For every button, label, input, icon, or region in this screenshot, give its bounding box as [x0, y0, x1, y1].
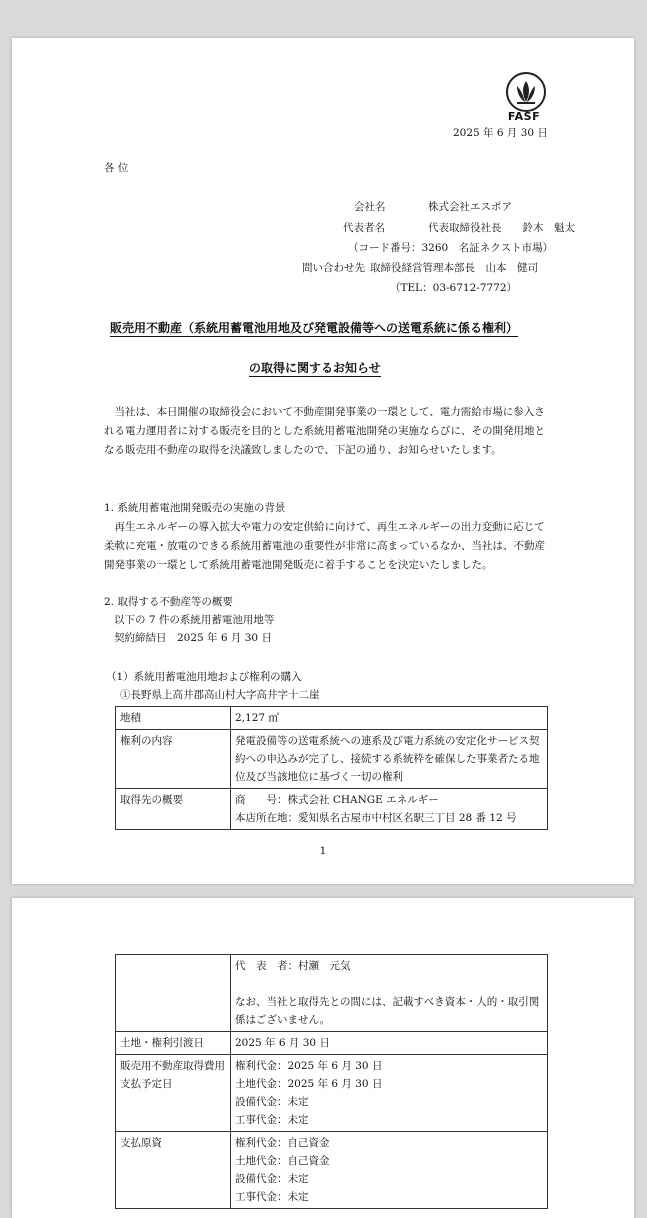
- contact-value: 取締役経営管理本部長 山本 健司: [370, 262, 538, 274]
- table-value-cell: 発電設備等の送電系統への連系及び電力系統の安定化サービス契約への申込みが完了し、接続する系統枠を確保した事業者たる地位及び当該地位に基づく一切の権利: [231, 730, 548, 789]
- table-value-line: 代 表 者：村瀬 元気: [235, 960, 351, 972]
- document-page-2: [12, 898, 634, 1218]
- table-value-cell: [231, 1132, 548, 1209]
- fasf-logo-text: FASF: [507, 110, 541, 123]
- table-row: [116, 1132, 548, 1209]
- table-label-cell: 取得先の概要: [116, 789, 231, 830]
- table-row: [116, 730, 548, 789]
- table-spacer-line: [235, 975, 543, 993]
- section-2-line-1: 以下の 7 件の系統用蓄電池用地等: [114, 614, 275, 626]
- table-label-cell: 地積: [116, 707, 231, 730]
- table-value-cell: [231, 789, 548, 830]
- page-number: 1: [319, 845, 327, 857]
- section-2-heading: 2. 取得する不動産等の概要: [104, 596, 233, 608]
- table-value-line: なお、当社と取得先との間には、記載すべき資本・人的・取引関係はございません。: [235, 996, 540, 1026]
- table-value-line: 権利代金：2025 年 6 月 30 日: [235, 1060, 383, 1072]
- property-table-page-1: [115, 706, 548, 830]
- table-value-line: 工事代金：未定: [235, 1114, 309, 1126]
- table-row: [116, 789, 548, 830]
- table-value-cell: 2,127 ㎡: [231, 707, 548, 730]
- table-row: [116, 1055, 548, 1132]
- representative-value: 代表取締役社長 鈴木 魁太: [428, 222, 575, 234]
- stock-code-line: （コード番号：3260 名証ネクスト市場）: [348, 242, 554, 254]
- table-value-cell: [231, 955, 548, 1032]
- table-value-line: 土地代金：自己資金: [235, 1155, 330, 1167]
- table-label-cell: 販売用不動産取得費用支払予定日: [116, 1055, 231, 1132]
- table-row: [116, 707, 548, 730]
- tel-line: （TEL：03-6712-7772）: [390, 282, 518, 294]
- table-label-cell: 土地・権利引渡日: [116, 1032, 231, 1055]
- section-2-line-2: 契約締結日 2025 年 6 月 30 日: [114, 632, 272, 644]
- table-value-line: 工事代金：未定: [235, 1191, 309, 1203]
- document-page-1: [12, 38, 634, 884]
- section-1-body: 再生エネルギーの導入拡大や電力の安定供給に向けて、再生エネルギーの出力変動に応じて柔軟に充電・放電のできる系統用蓄電池の重要性が非常に高まっているなか、当社は、不動産開発事業の一環として系統用蓄電池開発販売に着手することを決定いたしました。: [104, 521, 545, 571]
- table-label-cell: [116, 955, 231, 1032]
- representative-label: 代表者名: [343, 222, 385, 234]
- subsection-1-heading: （1）系統用蓄電池用地および権利の購入: [106, 671, 302, 683]
- company-label: 会社名: [354, 201, 386, 213]
- addressee: 各 位: [104, 162, 129, 174]
- table-value-line: 権利代金：自己資金: [235, 1137, 330, 1149]
- document-date: 2025 年 6 月 30 日: [453, 127, 548, 139]
- table-value-cell: [231, 1055, 548, 1132]
- property-table-page-2: [115, 954, 548, 1209]
- contact-label: 問い合わせ先: [302, 262, 365, 274]
- fasf-logo: [500, 72, 548, 124]
- table-row: [116, 955, 548, 1032]
- table-value-line: 土地代金：2025 年 6 月 30 日: [235, 1078, 383, 1090]
- table-label-cell: 権利の内容: [116, 730, 231, 789]
- table-value-cell: 2025 年 6 月 30 日: [231, 1032, 548, 1055]
- fasf-seal-icon: [506, 72, 546, 112]
- intro-paragraph: 当社は、本日開催の取締役会において不動産開発事業の一環として、電力需給市場に参入される電力運用者に対する販売を目的とした系統用蓄電池開発の実施ならびに、その開発用地となる販売用不動産の取得を決議致しましたので、下記の通り、お知らせいたします。: [104, 406, 545, 456]
- table-value-line: 商 号：株式会社 CHANGE エネルギー: [235, 794, 439, 806]
- table-value-line: 設備代金：未定: [235, 1173, 309, 1185]
- table-value-line: 本店所在地：愛知県名古屋市中村区名駅三丁目 28 番 12 号: [235, 812, 517, 824]
- company-value: 株式会社エスポア: [428, 201, 512, 213]
- table-value-line: 設備代金：未定: [235, 1096, 309, 1108]
- subsection-1-location: ①長野県上高井郡高山村大字高井字十二崖: [120, 689, 320, 701]
- title-line-1: 販売用不動産（系統用蓄電池用地及び発電設備等への送電系統に係る権利）: [110, 321, 519, 335]
- title-line-2: の取得に関するお知らせ: [249, 361, 381, 375]
- section-1-heading: 1. 系統用蓄電池開発販売の実施の背景: [104, 502, 286, 514]
- table-row: [116, 1032, 548, 1055]
- table-label-cell: 支払原資: [116, 1132, 231, 1209]
